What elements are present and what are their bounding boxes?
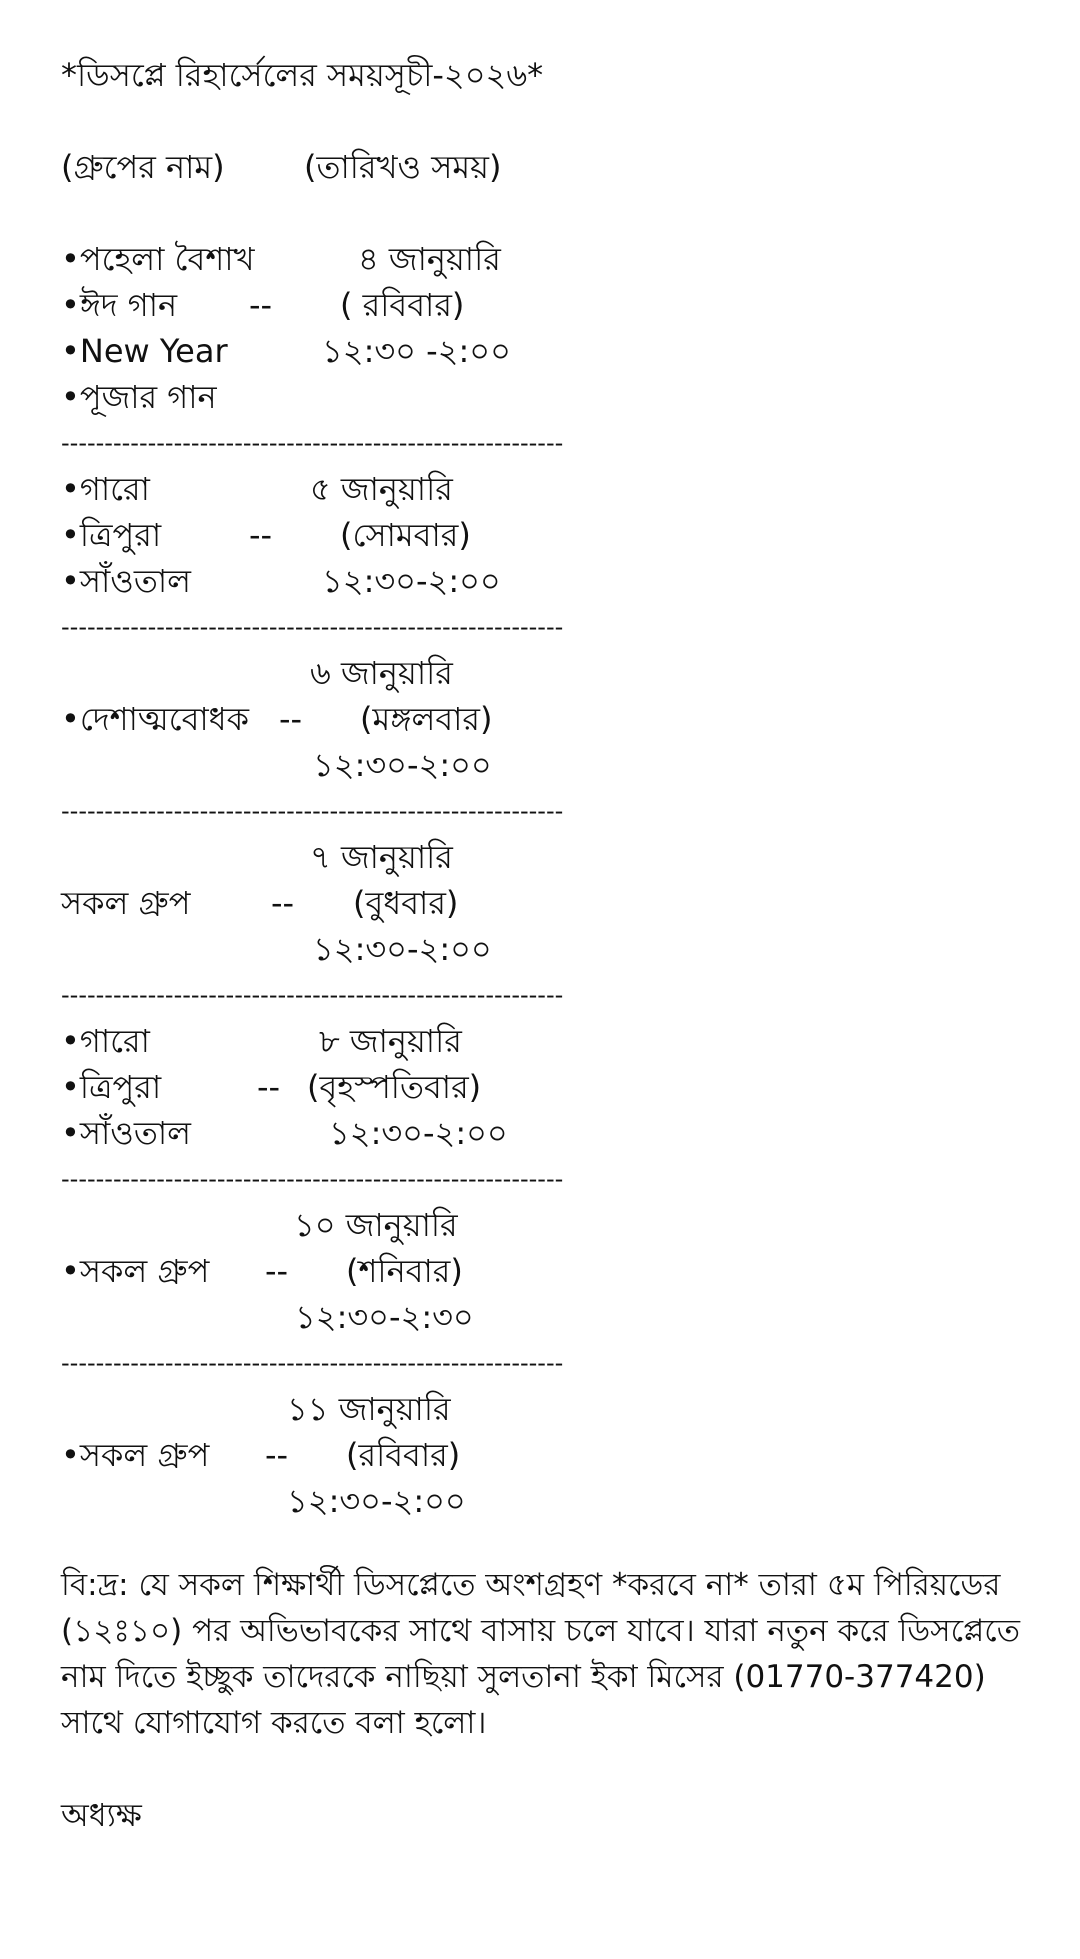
rehearsal-date: ৭ জানুয়ারি — [310, 838, 453, 876]
schedule-block-1 — [61, 236, 1021, 420]
rehearsal-date: ১১ জানুয়ারি — [287, 1390, 451, 1428]
schedule-block-6 — [61, 1202, 1021, 1340]
section-divider: ---------------------------------------------------------- — [61, 981, 564, 1009]
schedule-block-5 — [61, 1018, 1021, 1156]
separator-dash: -- — [279, 700, 303, 738]
rehearsal-day: (সোমবার) — [340, 516, 471, 554]
document-title — [61, 52, 1021, 98]
section-divider: ---------------------------------------------------------- — [61, 429, 564, 457]
group-name: •দেশাত্মবোধক — [61, 700, 249, 738]
group-name: সকল গ্রুপ — [61, 884, 191, 922]
rehearsal-time: ১২:৩০-২:০০ — [322, 562, 501, 600]
column-header-row — [61, 144, 1021, 190]
group-name: •ত্রিপুরা — [61, 516, 162, 554]
schedule-document — [61, 52, 1021, 1838]
section-divider: ---------------------------------------------------------- — [61, 613, 564, 641]
section-divider: ---------------------------------------------------------- — [61, 1165, 564, 1193]
group-name: •পহেলা বৈশাখ — [61, 240, 255, 278]
group-name: •সকল গ্রুপ — [61, 1252, 210, 1290]
schedule-block-4 — [61, 834, 1021, 972]
rehearsal-date: ৪ জানুয়ারি — [358, 240, 501, 278]
section-divider: ---------------------------------------------------------- — [61, 797, 564, 825]
rehearsal-time: ১২:৩০-২:৩০ — [295, 1298, 474, 1336]
section-divider: ---------------------------------------------------------- — [61, 1349, 564, 1377]
note-paragraph: বি:দ্র: যে সকল শিক্ষার্থী ডিসপ্লেতে অংশগ্রহণ *করবে না* তারা ৫ম পিরিয়ডের (১২ঃ১০) পর অভিভাবকের সাথে বাসায় চলে যাবে। যারা নতুন করে ডিসপ্লেতে নাম দিতে ইচ্ছুক তাদেরকে নাছিয়া সুলতানা ইকা মিসের (01770-377420) সাথে যোগাযোগ করতে বলা হলো। — [61, 1567, 1021, 1741]
rehearsal-day: (বৃহস্পতিবার) — [307, 1068, 482, 1106]
rehearsal-day: (মঙ্গলবার) — [360, 700, 493, 738]
rehearsal-date: ৫ জানুয়ারি — [310, 470, 453, 508]
rehearsal-time: ১২:৩০-২:০০ — [329, 1114, 508, 1152]
schedule-block-2 — [61, 466, 1021, 604]
group-name: •গারো — [61, 470, 150, 508]
group-name: •New Year — [61, 332, 228, 370]
rehearsal-time: ১২:৩০-২:০০ — [313, 930, 492, 968]
group-name: •সাঁওতাল — [61, 562, 191, 600]
rehearsal-date: ৬ জানুয়ারি — [310, 654, 453, 692]
separator-dash: -- — [265, 1436, 289, 1474]
separator-dash: -- — [249, 516, 273, 554]
group-name: •ঈদ গান — [61, 286, 178, 324]
rehearsal-day: (শনিবার) — [346, 1252, 463, 1290]
separator-dash: -- — [257, 1068, 281, 1106]
rehearsal-time: ১২:৩০-২:০০ — [313, 746, 492, 784]
group-name: •পূজার গান — [61, 378, 217, 416]
separator-dash: -- — [265, 1252, 289, 1290]
rehearsal-day: (বুধবার) — [353, 884, 459, 922]
group-name: •সাঁওতাল — [61, 1114, 191, 1152]
group-name: •সকল গ্রুপ — [61, 1436, 210, 1474]
separator-dash: -- — [249, 286, 273, 324]
rehearsal-time: ১২:৩০ -২:০০ — [322, 332, 511, 370]
group-name: •গারো — [61, 1022, 150, 1060]
title-text: *ডিসপ্লে রিহার্সেলের সময়সূচী-২০২৬* — [61, 56, 544, 94]
rehearsal-date: ৮ জানুয়ারি — [319, 1022, 462, 1060]
rehearsal-time: ১২:৩০-২:০০ — [287, 1482, 466, 1520]
rehearsal-date: ১০ জানুয়ারি — [294, 1206, 458, 1244]
rehearsal-day: ( রবিবার) — [340, 286, 465, 324]
group-name: •ত্রিপুরা — [61, 1068, 162, 1106]
schedule-block-7 — [61, 1386, 1021, 1524]
signature: অধ্যক্ষ — [61, 1796, 142, 1834]
datetime-column-header: (তারিখও সময়) — [304, 148, 502, 186]
schedule-block-3 — [61, 650, 1021, 788]
separator-dash: -- — [271, 884, 295, 922]
rehearsal-day: (রবিবার) — [346, 1436, 461, 1474]
group-column-header: (গ্রুপের নাম) — [61, 148, 225, 186]
